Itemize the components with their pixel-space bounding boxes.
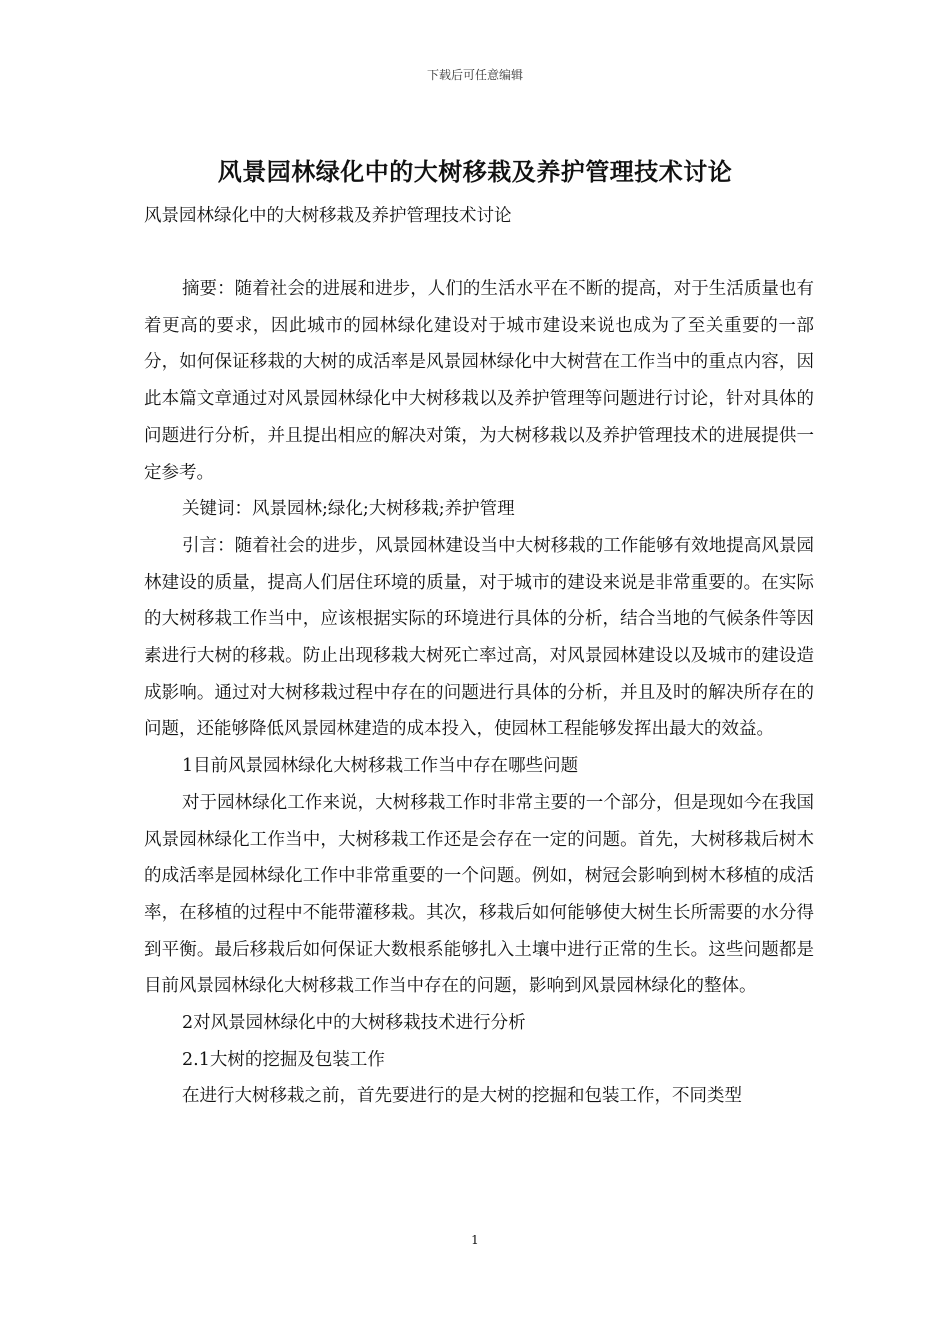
page-number: 1 xyxy=(471,1233,479,1247)
section-1-heading: 1目前风景园林绿化大树移栽工作当中存在哪些问题 xyxy=(182,756,579,777)
document-body xyxy=(144,271,814,1115)
page-header: 下载后可任意编辑 xyxy=(426,68,523,82)
section-2-heading: 2对风景园林绿化中的大树移栽技术进行分析 xyxy=(182,1013,526,1034)
section-2-1-heading: 2.1大树的挖掘及包装工作 xyxy=(182,1049,385,1070)
section-1-paragraph: 对于园林绿化工作来说，大树移栽工作时非常主要的一个部分，但是现如今在我国风景园林绿化工作当中，大树移栽工作还是会存在一定的问题。首先，大树移栽后树木的成活率是园林绿化工作中非常重要的一个问题。例如，树冠会影响到树木移植的成活率，在移植的过程中不能带灌移栽。其次，移栽后如何能够使大树生长所需要的水分得到平衡。最后移栽后如何保证大数根系能够扎入土壤中进行正常的生长。这些问题都是目前风景园林绿化大树移栽工作当中存在的问题，影响到风景园林绿化的整体。 xyxy=(144,792,814,997)
section-2-1-paragraph: 在进行大树移栽之前，首先要进行的是大树的挖掘和包装工作，不同类型 xyxy=(182,1086,742,1107)
document-subtitle: 风景园林绿化中的大树移栽及养护管理技术讨论 xyxy=(144,206,512,226)
introduction-paragraph: 引言：随着社会的进步，风景园林建设当中大树移栽的工作能够有效地提高风景园林建设的质量，提高人们居住环境的质量，对于城市的建设来说是非常重要的。在实际的大树移栽工作当中，应该根据实际的环境进行具体的分析，结合当地的气候条件等因素进行大树的移栽。防止出现移栽大树死亡率过高，对风景园林建设以及城市的建设造成影响。通过对大树移栽过程中存在的问题进行具体的分析，并且及时的解决所存在的问题，还能够降低风景园林建造的成本投入，使园林工程能够发挥出最大的效益。 xyxy=(144,535,814,740)
keywords-paragraph: 关键词：风景园林;绿化;大树移栽;养护管理 xyxy=(182,499,515,520)
abstract-paragraph: 摘要：随着社会的进展和进步，人们的生活水平在不断的提高，对于生活质量也有着更高的要求，因此城市的园林绿化建设对于城市建设来说也成为了至关重要的一部分，如何保证移栽的大树的成活率是风景园林绿化中大树营在工作当中的重点内容，因此本篇文章通过对风景园林绿化中大树移栽以及养护管理等问题进行讨论，针对具体的问题进行分析，并且提出相应的解决对策，为大树移栽以及养护管理技术的进展提供一定参考。 xyxy=(144,279,814,483)
document-title: 风景园林绿化中的大树移栽及养护管理技术讨论 xyxy=(217,157,733,186)
